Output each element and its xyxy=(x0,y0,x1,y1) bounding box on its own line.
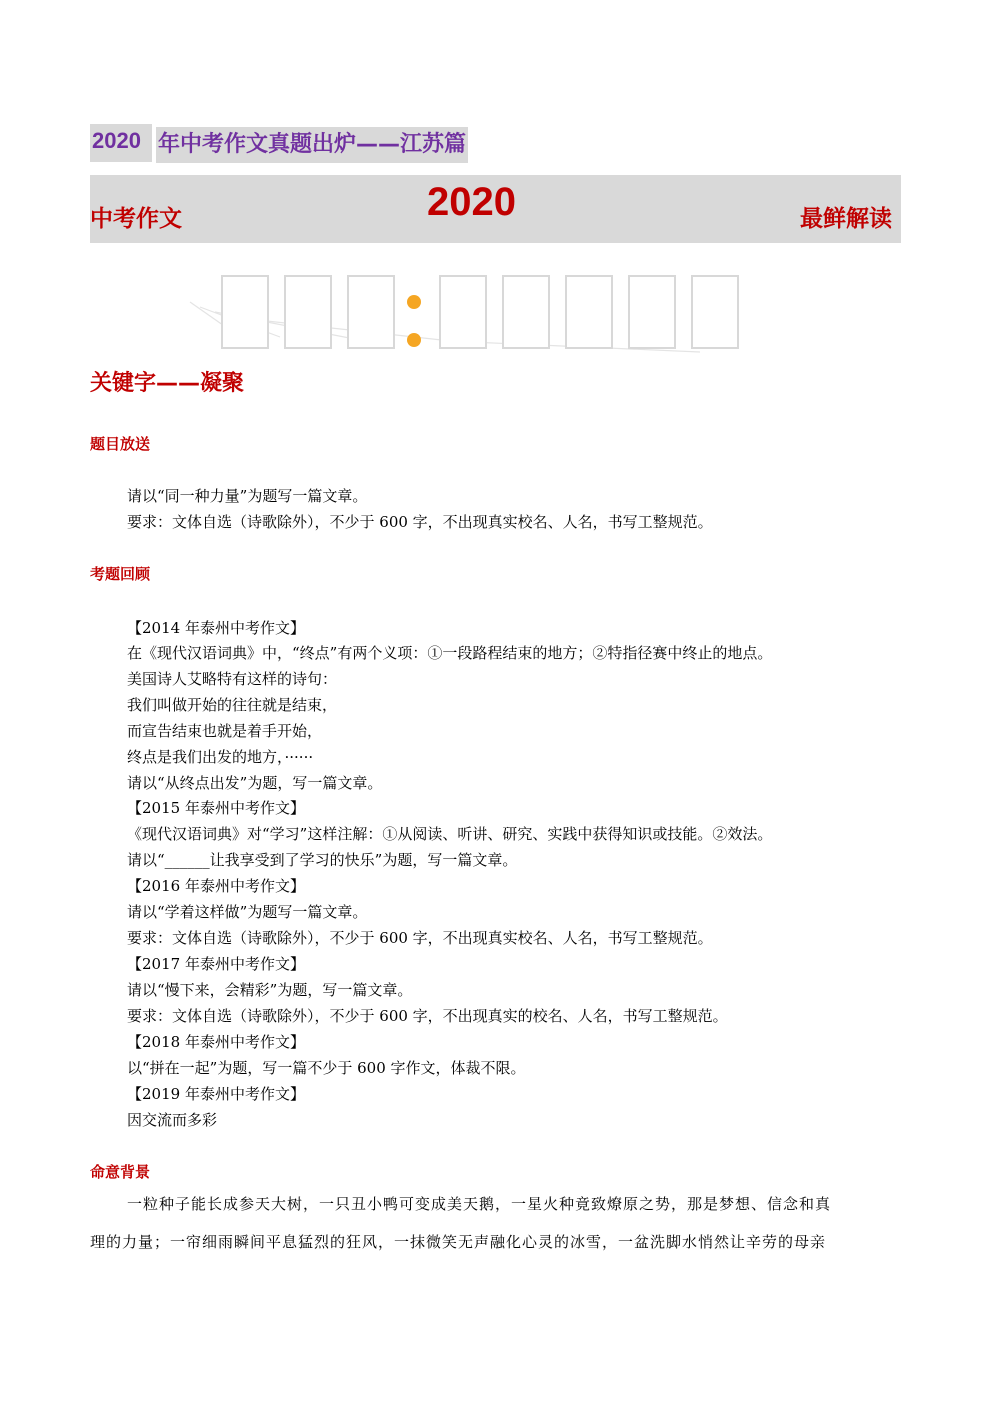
review-line: 【2015 年泰州中考作文】 xyxy=(127,799,305,817)
topic-line: 要求：文体自选（诗歌除外），不少于 600 字，不出现真实校名、人名，书写工整规范。 xyxy=(127,513,713,531)
review-line: 在《现代汉语词典》中，“终点”有两个义项：①一段路程结束的地方；②特指径赛中终止的地点。 xyxy=(127,644,773,662)
review-line: 要求：文体自选（诗歌除外），不少于 600 字，不出现真实校名、人名，书写工整规范。 xyxy=(127,929,713,947)
review-line: 请以“学着这样做”为题写一篇文章。 xyxy=(127,903,368,921)
banner-year: 2020 xyxy=(427,180,516,224)
review-line: 请以“______让我享受到了学习的快乐”为题，写一篇文章。 xyxy=(127,851,518,869)
review-line: 要求：文体自选（诗歌除外），不少于 600 字，不出现真实的校名、人名，书写工整规范。 xyxy=(127,1007,728,1025)
review-line: 美国诗人艾略特有这样的诗句： xyxy=(127,670,338,688)
review-line: 终点是我们出发的地方，······ xyxy=(127,748,314,766)
review-line: 请以“从终点出发”为题，写一篇文章。 xyxy=(127,774,383,792)
review-line: 【2018 年泰州中考作文】 xyxy=(127,1033,305,1051)
decorative-outline-row xyxy=(170,262,770,362)
background-paragraph-line: 一粒种子能长成参天大树，一只丑小鸭可变成美天鹅，一星火种竟致燎原之势，那是梦想、信念和真 xyxy=(127,1195,832,1213)
page-title: 年中考作文真题出炉——江苏篇 xyxy=(156,127,468,163)
review-line: 【2014 年泰州中考作文】 xyxy=(127,619,305,637)
review-line: 【2016 年泰州中考作文】 xyxy=(127,877,305,895)
topic-heading: 题目放送 xyxy=(90,435,151,453)
topic-line: 请以“同一种力量”为题写一篇文章。 xyxy=(127,487,368,505)
keyword-title: 关键字——凝聚 xyxy=(90,371,245,396)
review-line: 因交流而多彩 xyxy=(127,1111,218,1129)
banner-right-text: 最鲜解读 xyxy=(800,206,892,232)
background-paragraph-line: 理的力量；一帘细雨瞬间平息猛烈的狂风，一抹微笑无声融化心灵的冰雪，一盆洗脚水悄然让辛劳的母亲 xyxy=(90,1233,827,1251)
review-line: 请以“慢下来，会精彩”为题，写一篇文章。 xyxy=(127,981,413,999)
review-line: 而宣告结束也就是着手开始， xyxy=(127,722,323,740)
review-line: 【2019 年泰州中考作文】 xyxy=(127,1085,305,1103)
title-year: 2020 xyxy=(90,124,152,162)
review-line: 以“拼在一起”为题，写一篇不少于 600 字作文，体裁不限。 xyxy=(127,1059,526,1077)
review-line: 我们叫做开始的往往就是结束， xyxy=(127,696,338,714)
background-heading: 命意背景 xyxy=(90,1163,151,1181)
review-heading: 考题回顾 xyxy=(90,565,151,583)
review-line: 【2017 年泰州中考作文】 xyxy=(127,955,305,973)
review-line: 《现代汉语词典》对“学习”这样注解：①从阅读、听讲、研究、实践中获得知识或技能。②效法。 xyxy=(127,825,773,843)
banner-left-text: 中考作文 xyxy=(90,206,182,232)
